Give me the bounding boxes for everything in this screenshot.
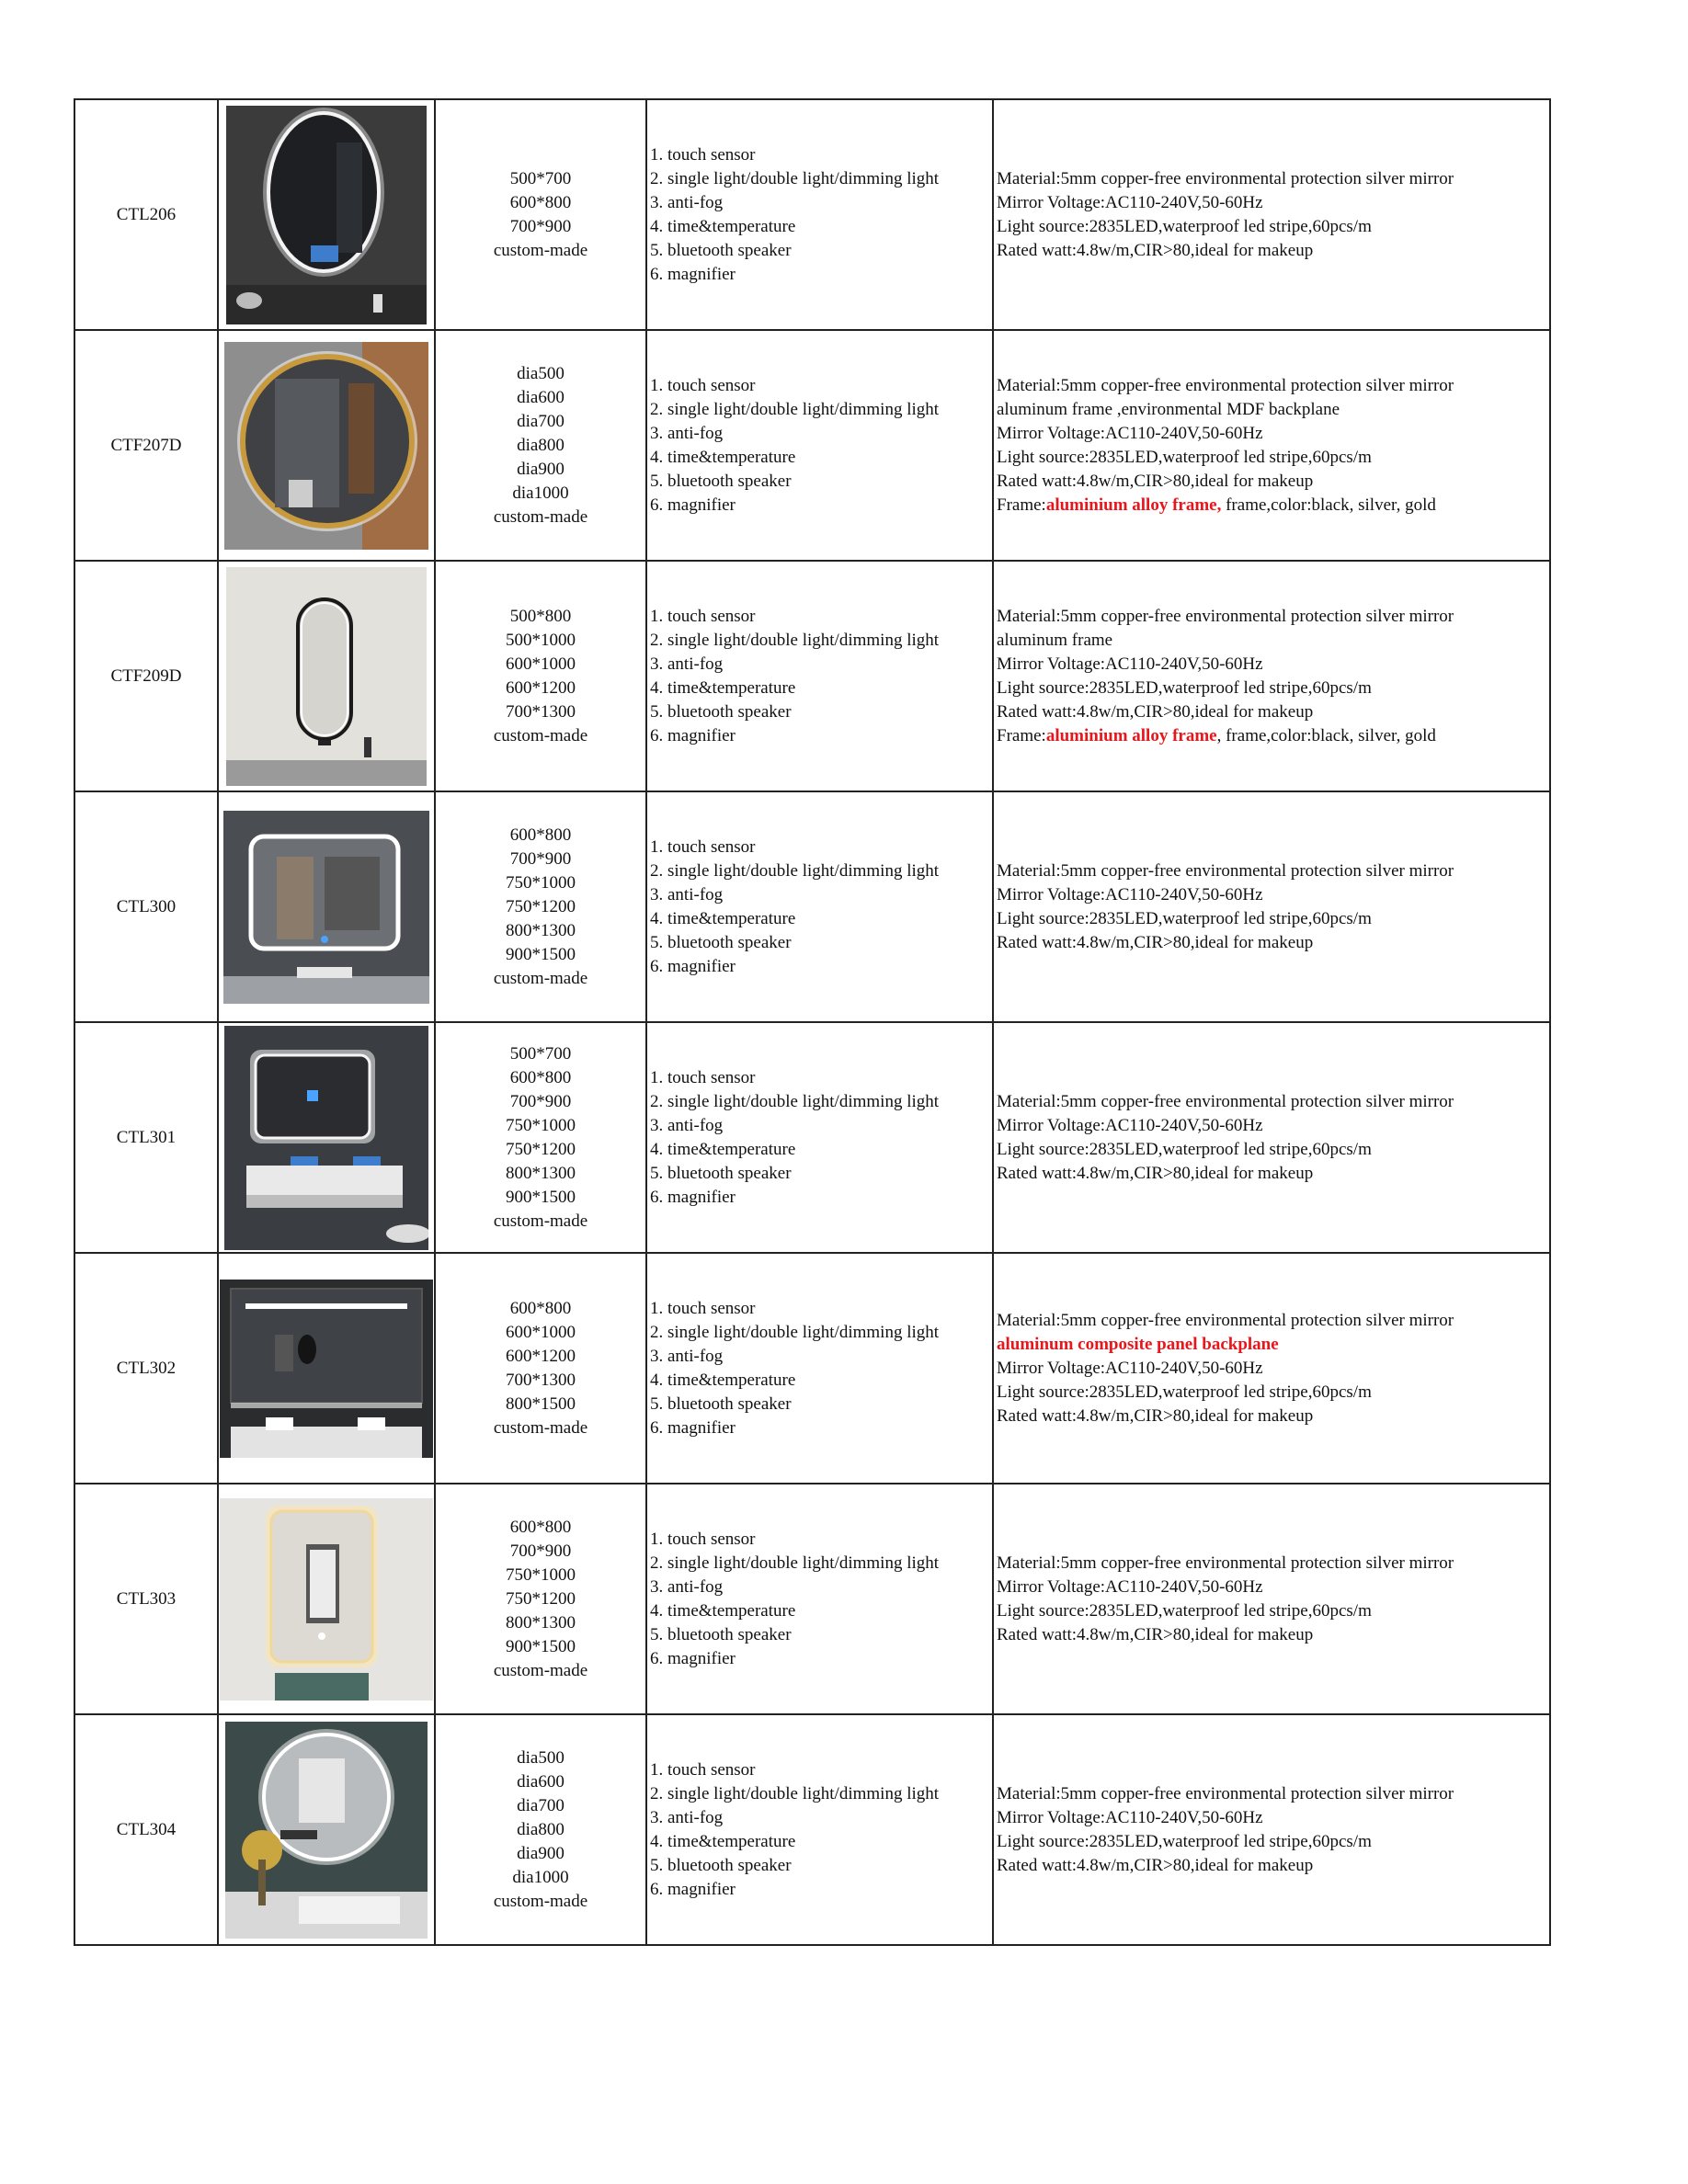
spec-line	[997, 1309, 1549, 1333]
spec-line	[997, 931, 1549, 955]
feature-item: 1. touch sensor	[650, 1067, 756, 1087]
feature-item: 4. time&temperature	[650, 1600, 796, 1621]
feature-item: 6. magnifier	[650, 725, 736, 745]
spec-text: Light source:2835LED,waterproof led stripe,60pcs/m	[997, 1600, 1372, 1621]
spec-line	[997, 1138, 1549, 1162]
spec-line	[997, 1162, 1549, 1186]
sizes-cell	[435, 1022, 646, 1253]
size-option: custom-made	[493, 1211, 588, 1231]
spec-line	[997, 1854, 1549, 1878]
feature-item: 3. anti-fog	[650, 884, 724, 904]
size-option: dia1000	[512, 483, 569, 503]
size-option: dia500	[517, 363, 565, 383]
spec-text: Frame:	[997, 495, 1046, 515]
size-option: 800*1500	[506, 1393, 576, 1414]
specs-cell	[993, 1484, 1550, 1714]
spec-text: Frame:	[997, 725, 1046, 745]
spec-line	[997, 215, 1549, 239]
model-cell: CTL300	[74, 791, 218, 1022]
table-row	[74, 1714, 1550, 1945]
model-cell: CTL206	[74, 99, 218, 330]
size-option: custom-made	[493, 968, 588, 988]
features-cell	[646, 561, 993, 791]
model-cell: CTL303	[74, 1484, 218, 1714]
size-option: 700*900	[509, 848, 572, 869]
size-option: 900*1500	[506, 944, 576, 964]
product-photo-cell	[218, 1022, 435, 1253]
product-photo-cell	[218, 99, 435, 330]
spec-text: Light source:2835LED,waterproof led stripe,60pcs/m	[997, 447, 1372, 467]
feature-item: 3. anti-fog	[650, 1346, 724, 1366]
features-cell	[646, 99, 993, 330]
product-photo-cell	[218, 791, 435, 1022]
sizes-cell	[435, 1253, 646, 1484]
size-option: 600*1000	[506, 1322, 576, 1342]
size-option: 600*1200	[506, 677, 576, 698]
spec-line	[997, 907, 1549, 931]
spec-text: Mirror Voltage:AC110-240V,50-60Hz	[997, 884, 1263, 904]
size-option: 800*1300	[506, 1163, 576, 1183]
spec-text: Light source:2835LED,waterproof led stripe,60pcs/m	[997, 1831, 1372, 1851]
product-spec-table	[74, 98, 1551, 1946]
size-option: 500*1000	[506, 630, 576, 650]
feature-item: 4. time&temperature	[650, 908, 796, 928]
spec-text: Mirror Voltage:AC110-240V,50-60Hz	[997, 1358, 1263, 1378]
size-option: 750*1000	[506, 872, 576, 893]
spec-text: Material:5mm copper-free environmental protection silver mirror	[997, 1783, 1454, 1803]
table-row	[74, 1253, 1550, 1484]
size-option: 600*800	[509, 1067, 572, 1087]
size-option: 500*800	[509, 606, 572, 626]
size-option: custom-made	[493, 506, 588, 527]
feature-item: 4. time&temperature	[650, 1831, 796, 1851]
spec-line	[997, 1381, 1549, 1405]
spec-text: Rated watt:4.8w/m,CIR>80,ideal for makeup	[997, 240, 1314, 260]
table-row	[74, 1022, 1550, 1253]
size-option: custom-made	[493, 725, 588, 745]
feature-item: 2. single light/double light/dimming light	[650, 168, 940, 188]
product-photo-cell	[218, 1253, 435, 1484]
feature-item: 6. magnifier	[650, 495, 736, 515]
table-row	[74, 561, 1550, 791]
spec-text: Light source:2835LED,waterproof led stripe,60pcs/m	[997, 216, 1372, 236]
round-gold-frame-mirror-photo	[224, 342, 428, 550]
size-option: 500*700	[509, 1043, 572, 1064]
feature-item: 5. bluetooth speaker	[650, 1855, 792, 1875]
feature-item: 1. touch sensor	[650, 606, 756, 626]
size-option: 700*1300	[506, 701, 576, 722]
feature-item: 6. magnifier	[650, 1879, 736, 1899]
spec-line	[997, 374, 1549, 398]
spec-text: Rated watt:4.8w/m,CIR>80,ideal for makeup	[997, 701, 1314, 722]
specs-cell	[993, 1253, 1550, 1484]
features-cell	[646, 1484, 993, 1714]
model-cell: CTF207D	[74, 330, 218, 561]
feature-item: 4. time&temperature	[650, 677, 796, 698]
product-photo-cell	[218, 1484, 435, 1714]
spec-text: Rated watt:4.8w/m,CIR>80,ideal for makeup	[997, 932, 1314, 952]
feature-item: 3. anti-fog	[650, 1115, 724, 1135]
spec-line	[997, 1357, 1549, 1381]
tall-rectangle-warm-backlit-mirror-photo	[220, 1498, 433, 1701]
product-photo	[219, 811, 434, 1004]
size-option: 900*1500	[506, 1636, 576, 1656]
spec-line	[997, 1114, 1549, 1138]
spec-text: Material:5mm copper-free environmental protection silver mirror	[997, 606, 1454, 626]
product-photo	[219, 342, 434, 550]
features-cell	[646, 330, 993, 561]
rectangle-backlit-mirror-photo	[224, 1026, 428, 1250]
spec-line	[997, 1806, 1549, 1830]
feature-item: 6. magnifier	[650, 1187, 736, 1207]
sizes-cell	[435, 1714, 646, 1945]
spec-text: Material:5mm copper-free environmental protection silver mirror	[997, 1553, 1454, 1573]
spec-text: aluminum frame	[997, 630, 1113, 650]
feature-item: 5. bluetooth speaker	[650, 1393, 792, 1414]
spec-line	[997, 1090, 1549, 1114]
spec-line	[997, 1405, 1549, 1428]
spec-text: Light source:2835LED,waterproof led stripe,60pcs/m	[997, 677, 1372, 698]
product-photo-cell	[218, 1714, 435, 1945]
spec-highlight: aluminium alloy frame,	[1045, 495, 1222, 515]
sizes-cell	[435, 1484, 646, 1714]
features-cell	[646, 1022, 993, 1253]
size-option: 600*800	[509, 825, 572, 845]
spec-line	[997, 1623, 1549, 1647]
size-option: 750*1200	[506, 896, 576, 916]
spec-line	[997, 629, 1549, 653]
model-cell: CTF209D	[74, 561, 218, 791]
spec-text: Light source:2835LED,waterproof led stripe,60pcs/m	[997, 1139, 1372, 1159]
feature-item: 1. touch sensor	[650, 375, 756, 395]
spec-line	[997, 167, 1549, 191]
product-photo	[219, 106, 434, 324]
size-option: dia600	[517, 387, 565, 407]
feature-item: 3. anti-fog	[650, 1807, 724, 1827]
spec-text: Mirror Voltage:AC110-240V,50-60Hz	[997, 1115, 1263, 1135]
feature-item: 4. time&temperature	[650, 1370, 796, 1390]
size-option: custom-made	[493, 1891, 588, 1911]
features-cell	[646, 1253, 993, 1484]
size-option: dia900	[517, 459, 565, 479]
size-option: 600*800	[509, 1517, 572, 1537]
feature-item: 6. magnifier	[650, 1417, 736, 1438]
specs-cell	[993, 99, 1550, 330]
table-row	[74, 1484, 1550, 1714]
spec-line	[997, 191, 1549, 215]
feature-item: 3. anti-fog	[650, 654, 724, 674]
feature-item: 1. touch sensor	[650, 144, 756, 165]
spec-line	[997, 494, 1549, 518]
sizes-cell	[435, 791, 646, 1022]
table-row	[74, 791, 1550, 1022]
spec-line	[997, 1830, 1549, 1854]
wide-rectangle-top-light-mirror-photo	[220, 1280, 433, 1458]
feature-item: 1. touch sensor	[650, 1298, 756, 1318]
features-cell	[646, 1714, 993, 1945]
product-photo-cell	[218, 330, 435, 561]
spec-text: Rated watt:4.8w/m,CIR>80,ideal for makeup	[997, 1855, 1314, 1875]
size-option: custom-made	[493, 240, 588, 260]
size-option: 500*700	[509, 168, 572, 188]
size-option: 750*1000	[506, 1115, 576, 1135]
size-option: dia800	[517, 435, 565, 455]
model-cell: CTL301	[74, 1022, 218, 1253]
feature-item: 2. single light/double light/dimming light	[650, 1322, 940, 1342]
size-option: 700*900	[509, 1541, 572, 1561]
spec-text: Light source:2835LED,waterproof led stripe,60pcs/m	[997, 1382, 1372, 1402]
product-photo	[219, 1498, 434, 1701]
feature-item: 5. bluetooth speaker	[650, 240, 792, 260]
spec-text: Light source:2835LED,waterproof led stripe,60pcs/m	[997, 908, 1372, 928]
size-option: dia500	[517, 1747, 565, 1768]
feature-item: 5. bluetooth speaker	[650, 932, 792, 952]
spec-highlight: aluminum composite panel backplane	[997, 1334, 1279, 1354]
size-option: dia700	[517, 1795, 565, 1815]
round-backlit-mirror-photo	[225, 1722, 428, 1939]
sizes-cell	[435, 561, 646, 791]
spec-line	[997, 1599, 1549, 1623]
spec-highlight: aluminium alloy frame	[1045, 725, 1217, 745]
size-option: 750*1200	[506, 1588, 576, 1609]
rectangle-rounded-front-lit-mirror-photo	[223, 811, 429, 1004]
spec-text: aluminum frame ,environmental MDF backplane	[997, 399, 1340, 419]
specs-cell	[993, 330, 1550, 561]
spec-text: Mirror Voltage:AC110-240V,50-60Hz	[997, 1807, 1263, 1827]
size-option: 800*1300	[506, 920, 576, 940]
spec-line	[997, 1333, 1549, 1357]
size-option: dia800	[517, 1819, 565, 1839]
feature-item: 6. magnifier	[650, 264, 736, 284]
spec-text: Mirror Voltage:AC110-240V,50-60Hz	[997, 192, 1263, 212]
oval-backlit-mirror-photo	[226, 106, 427, 324]
feature-item: 2. single light/double light/dimming light	[650, 1091, 940, 1111]
specs-cell	[993, 1714, 1550, 1945]
size-option: 600*800	[509, 1298, 572, 1318]
spec-text: Mirror Voltage:AC110-240V,50-60Hz	[997, 654, 1263, 674]
spec-line	[997, 700, 1549, 724]
spec-text: Rated watt:4.8w/m,CIR>80,ideal for makeup	[997, 471, 1314, 491]
spec-line	[997, 883, 1549, 907]
sizes-cell	[435, 99, 646, 330]
size-option: 700*900	[509, 1091, 572, 1111]
spec-text: Material:5mm copper-free environmental protection silver mirror	[997, 860, 1454, 881]
size-option: 600*1200	[506, 1346, 576, 1366]
size-option: 600*1000	[506, 654, 576, 674]
size-option: dia1000	[512, 1867, 569, 1887]
specs-cell	[993, 791, 1550, 1022]
feature-item: 6. magnifier	[650, 1648, 736, 1668]
spec-line	[997, 422, 1549, 446]
spec-text: Mirror Voltage:AC110-240V,50-60Hz	[997, 1576, 1263, 1597]
product-photo	[219, 1026, 434, 1250]
feature-item: 3. anti-fog	[650, 192, 724, 212]
product-photo	[219, 567, 434, 786]
spec-line	[997, 859, 1549, 883]
spec-text: Rated watt:4.8w/m,CIR>80,ideal for makeup	[997, 1405, 1314, 1426]
feature-item: 4. time&temperature	[650, 1139, 796, 1159]
size-option: 750*1200	[506, 1139, 576, 1159]
spec-text: Rated watt:4.8w/m,CIR>80,ideal for makeup	[997, 1163, 1314, 1183]
model-cell: CTL302	[74, 1253, 218, 1484]
features-cell	[646, 791, 993, 1022]
feature-item: 4. time&temperature	[650, 216, 796, 236]
feature-item: 6. magnifier	[650, 956, 736, 976]
spec-line	[997, 470, 1549, 494]
spec-line	[997, 677, 1549, 700]
size-option: custom-made	[493, 1417, 588, 1438]
size-option: custom-made	[493, 1660, 588, 1680]
spec-text: Material:5mm copper-free environmental protection silver mirror	[997, 1310, 1454, 1330]
spec-line	[997, 398, 1549, 422]
feature-item: 2. single light/double light/dimming light	[650, 860, 940, 881]
feature-item: 5. bluetooth speaker	[650, 701, 792, 722]
size-option: 900*1500	[506, 1187, 576, 1207]
spec-text: Material:5mm copper-free environmental protection silver mirror	[997, 168, 1454, 188]
spec-line	[997, 1575, 1549, 1599]
product-photo	[219, 1722, 434, 1939]
size-option: 700*900	[509, 216, 572, 236]
feature-item: 3. anti-fog	[650, 423, 724, 443]
size-option: 800*1300	[506, 1612, 576, 1632]
spec-line	[997, 239, 1549, 263]
spec-text: Material:5mm copper-free environmental protection silver mirror	[997, 1091, 1454, 1111]
spec-line	[997, 1552, 1549, 1575]
feature-item: 2. single light/double light/dimming light	[650, 1783, 940, 1803]
spec-text: , frame,color:black, silver, gold	[1216, 725, 1436, 745]
model-cell: CTL304	[74, 1714, 218, 1945]
feature-item: 5. bluetooth speaker	[650, 471, 792, 491]
spec-line	[997, 1782, 1549, 1806]
feature-item: 1. touch sensor	[650, 1759, 756, 1780]
feature-item: 2. single light/double light/dimming light	[650, 630, 940, 650]
spec-line	[997, 724, 1549, 748]
spec-line	[997, 446, 1549, 470]
feature-item: 2. single light/double light/dimming light	[650, 1553, 940, 1573]
size-option: dia600	[517, 1771, 565, 1792]
spec-text: Mirror Voltage:AC110-240V,50-60Hz	[997, 423, 1263, 443]
product-photo-cell	[218, 561, 435, 791]
capsule-black-frame-mirror-photo	[226, 567, 427, 786]
size-option: 700*1300	[506, 1370, 576, 1390]
feature-item: 1. touch sensor	[650, 836, 756, 857]
specs-cell	[993, 1022, 1550, 1253]
sizes-cell	[435, 330, 646, 561]
feature-item: 5. bluetooth speaker	[650, 1163, 792, 1183]
spec-text: frame,color:black, silver, gold	[1221, 495, 1436, 515]
product-photo	[219, 1280, 434, 1458]
spec-line	[997, 653, 1549, 677]
size-option: 750*1000	[506, 1564, 576, 1585]
spec-text: Rated watt:4.8w/m,CIR>80,ideal for makeup	[997, 1624, 1314, 1644]
feature-item: 2. single light/double light/dimming light	[650, 399, 940, 419]
specs-cell	[993, 561, 1550, 791]
size-option: 600*800	[509, 192, 572, 212]
size-option: dia700	[517, 411, 565, 431]
feature-item: 1. touch sensor	[650, 1529, 756, 1549]
table-row	[74, 99, 1550, 330]
size-option: dia900	[517, 1843, 565, 1863]
feature-item: 3. anti-fog	[650, 1576, 724, 1597]
feature-item: 5. bluetooth speaker	[650, 1624, 792, 1644]
table-row	[74, 330, 1550, 561]
spec-text: Material:5mm copper-free environmental protection silver mirror	[997, 375, 1454, 395]
feature-item: 4. time&temperature	[650, 447, 796, 467]
spec-line	[997, 605, 1549, 629]
